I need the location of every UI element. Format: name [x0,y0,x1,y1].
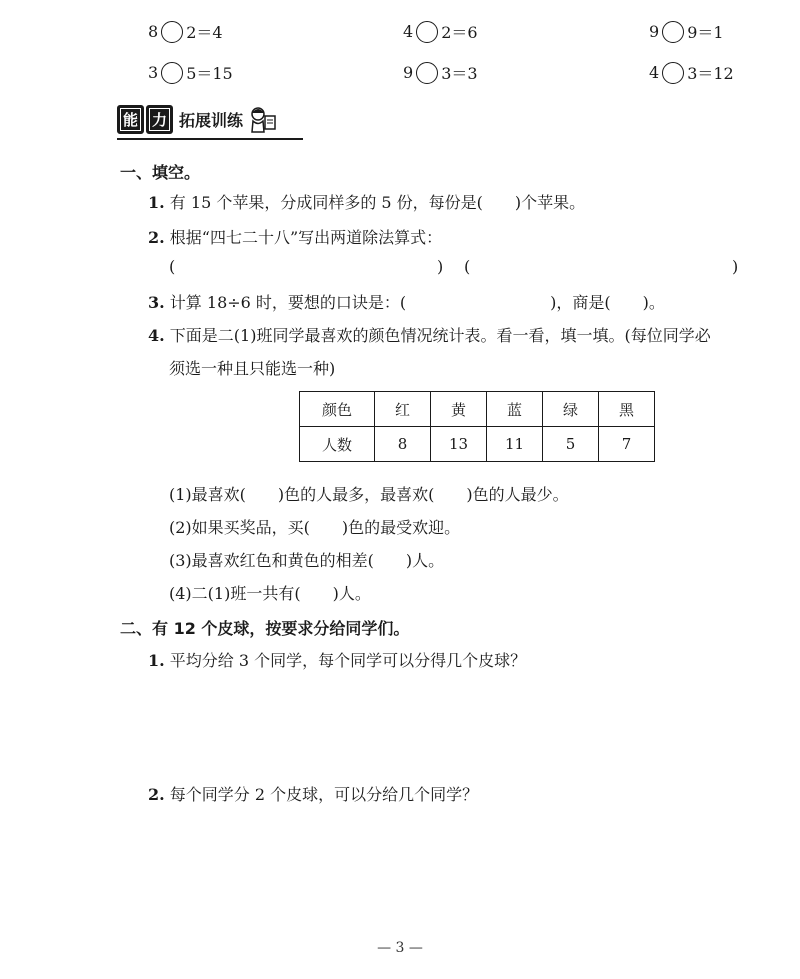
question-2 [148,225,442,248]
banner-tag-1: 能 [117,105,144,134]
question-2-1 [148,648,526,671]
question-text[interactable]: 有 15 个苹果，分成同样多的 5 份，每份是( )个苹果。 [169,193,586,212]
color-stats-table [299,391,655,462]
table-cell: 11 [487,427,543,462]
question-number: 2. [148,228,165,247]
equation-left: 8 [148,22,159,41]
blank-b-open: ( [464,257,471,276]
table-cell: 13 [431,427,487,462]
equation-right: 9＝1 [687,23,724,42]
student-mascot-icon [247,104,277,134]
question-number: 3. [148,293,165,312]
ability-banner [117,104,277,134]
answer-circle[interactable] [161,62,183,84]
table-cell: 8 [375,427,431,462]
blank-b-close: ) [732,257,739,276]
equation-3 [649,20,724,43]
equation-1 [148,20,223,43]
answer-area-1[interactable] [148,680,748,770]
equation-left: 4 [403,22,414,41]
table-header-cell: 黑 [599,392,655,427]
sub-question-3[interactable]: (3)最喜欢红色和黄色的相差( )人。 [169,551,445,570]
equation-left: 3 [148,63,159,82]
question-number: 2. [148,785,165,804]
table-row [300,427,655,462]
table-header-cell: 蓝 [487,392,543,427]
question-text: 平均分给 3 个同学，每个同学可以分得几个皮球？ [169,651,527,670]
section1-heading: 一、填空。 [120,163,201,182]
equation-2 [403,20,478,43]
table-header-cell: 黄 [431,392,487,427]
table-row [300,392,655,427]
table-header-cell: 红 [375,392,431,427]
question-4 [148,323,711,346]
answer-blank-a[interactable] [232,257,432,277]
equation-4 [148,61,233,84]
sub-question-4[interactable]: (4)二(1)班一共有( )人。 [169,584,371,603]
table-cell: 人数 [300,427,375,462]
question-number: 1. [148,651,165,670]
question-1 [148,190,585,213]
question-text: 每个同学分 2 个皮球，可以分给几个同学？ [169,785,479,804]
question-3 [148,290,665,313]
table-cell: 7 [599,427,655,462]
page-number: — 3 — [377,940,423,956]
equation-right: 3＝3 [441,64,478,83]
answer-circle[interactable] [662,62,684,84]
equation-right: 2＝6 [441,23,478,42]
equation-6 [649,61,734,84]
equation-left: 9 [649,22,660,41]
answer-circle[interactable] [161,21,183,43]
equation-right: 3＝12 [687,64,734,83]
equation-left: 9 [403,63,414,82]
question-2-2 [148,782,478,805]
question-number: 4. [148,326,165,345]
banner-underline [117,138,303,140]
question-number: 1. [148,193,165,212]
question-text[interactable]: 计算 18÷6 时，要想的口诀是：( )，商是( )。 [169,293,665,312]
table-header-cell: 绿 [543,392,599,427]
blank-a-open: ( [169,257,176,276]
equation-right: 2＝4 [186,23,223,42]
sub-question-1[interactable]: (1)最喜欢( )色的人最多，最喜欢( )色的人最少。 [169,485,569,504]
question-text: 根据“四七二十八”写出两道除法算式： [169,228,443,247]
answer-circle[interactable] [416,62,438,84]
blank-a-close: ) [437,257,444,276]
section2-heading: 二、有 12 个皮球，按要求分给同学们。 [120,619,410,638]
answer-circle[interactable] [416,21,438,43]
answer-blank-b[interactable] [480,257,720,277]
equation-left: 4 [649,63,660,82]
equation-5 [403,61,478,84]
table-cell: 5 [543,427,599,462]
question-4-line-2: 须选一种且只能选一种) [169,359,336,378]
table-header-cell: 颜色 [300,392,375,427]
sub-question-2[interactable]: (2)如果买奖品，买( )色的最受欢迎。 [169,518,461,537]
answer-area-2[interactable] [148,814,748,924]
answer-circle[interactable] [662,21,684,43]
banner-text: 拓展训练 [179,110,244,130]
equation-right: 5＝15 [186,64,233,83]
question-text-line-1: 下面是二(1)班同学最喜欢的颜色情况统计表。看一看，填一填。(每位同学必 [169,326,711,345]
banner-tag-2: 力 [146,105,173,134]
